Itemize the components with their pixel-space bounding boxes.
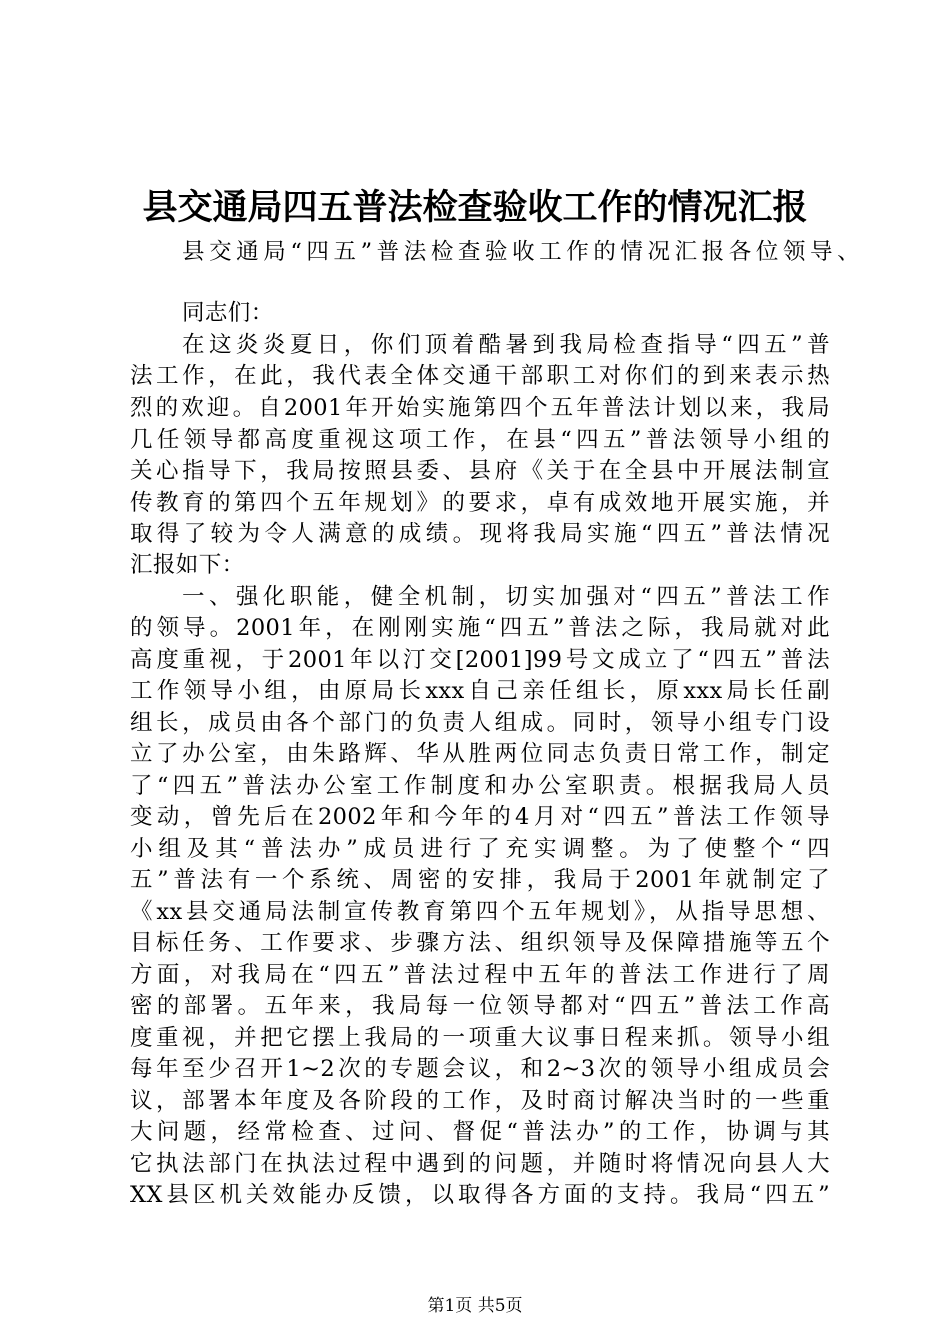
text-line: 工作领导小组，由原局长xxx自己亲任组长，原xxx局长任副 xyxy=(130,678,830,704)
text-line: 度重视，并把它摆上我局的一项重大议事日程来抓。领导小组 xyxy=(130,1025,830,1051)
text-line: 法工作，在此，我代表全体交通干部职工对你们的到来表示热 xyxy=(130,363,830,389)
text-line: 目标任务、工作要求、步骤方法、组织领导及保障措施等五个 xyxy=(130,930,830,956)
text-line: 一、强化职能，健全机制，切实加强对“四五”普法工作 xyxy=(182,584,830,610)
text-line: 汇报如下： xyxy=(130,552,245,578)
text-line: 几任领导都高度重视这项工作，在县“四五”普法领导小组的 xyxy=(130,427,830,453)
text-line: 密的部署。五年来，我局每一位领导都对“四五”普法工作高 xyxy=(130,993,830,1019)
text-line: 了“四五”普法办公室工作制度和办公室职责。根据我局人员 xyxy=(130,773,830,799)
text-line: 立了办公室，由朱路辉、华从胜两位同志负责日常工作，制定 xyxy=(130,741,830,767)
text-line: 小组及其“普法办”成员进行了充实调整。为了使整个“四 xyxy=(130,836,830,862)
text-line: 传教育的第四个五年规划》的要求，卓有成效地开展实施，并 xyxy=(130,490,830,516)
text-line: 每年至少召开1~2次的专题会议，和2~3次的领导小组成员会 xyxy=(130,1056,830,1082)
page-footer: 第1页 共5页 xyxy=(427,1296,523,1316)
text-line: 关心指导下，我局按照县委、县府《关于在全县中开展法制宣 xyxy=(130,458,830,484)
text-line: 变动，曾先后在2002年和今年的4月对“四五”普法工作领导 xyxy=(130,804,830,830)
text-line: XX县区机关效能办反馈，以取得各方面的支持。我局“四五” xyxy=(130,1182,830,1208)
document-title: 县交通局四五普法检查验收工作的情况汇报 xyxy=(142,187,808,228)
text-line: 取得了较为令人满意的成绩。现将我局实施“四五”普法情况 xyxy=(130,521,830,547)
text-line: 高度重视，于2001年以汀交[2001]99号文成立了“四五”普法 xyxy=(130,647,830,673)
text-line: 组长，成员由各个部门的负责人组成。同时，领导小组专门设 xyxy=(130,710,830,736)
text-line: 五”普法有一个系统、周密的安排，我局于2001年就制定了 xyxy=(130,867,830,893)
text-line: 烈的欢迎。自2001年开始实施第四个五年普法计划以来，我局 xyxy=(130,395,830,421)
subtitle-line: 县交通局“四五”普法检查验收工作的情况汇报各位领导、 xyxy=(182,239,860,265)
text-line: 在这炎炎夏日，你们顶着酷暑到我局检查指导“四五”普 xyxy=(182,332,830,358)
text-line: 大问题，经常检查、过问、督促“普法办”的工作，协调与其 xyxy=(130,1119,830,1145)
text-line: 议，部署本年度及各阶段的工作，及时商讨解决当时的一些重 xyxy=(130,1088,830,1114)
text-line: 的领导。2001年，在刚刚实施“四五”普法之际，我局就对此 xyxy=(130,615,830,641)
text-line: 方面，对我局在“四五”普法过程中五年的普法工作进行了周 xyxy=(130,962,830,988)
salutation-line: 同志们： xyxy=(182,300,274,326)
text-line: 《xx县交通局法制宣传教育第四个五年规划》，从指导思想、 xyxy=(130,899,830,925)
text-line: 它执法部门在执法过程中遇到的问题，并随时将情况向县人大 xyxy=(130,1151,830,1177)
